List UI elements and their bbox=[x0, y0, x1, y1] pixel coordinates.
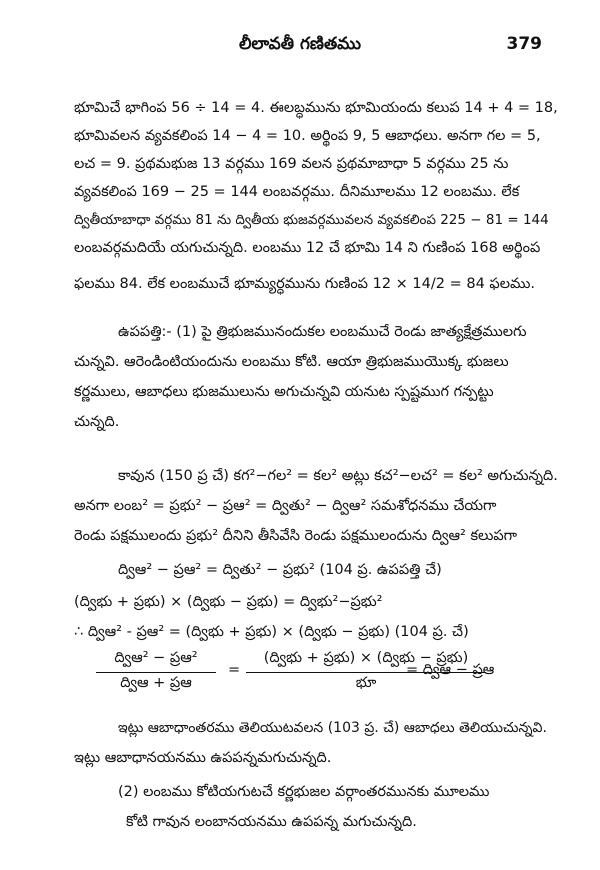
result-text: = ద్వి‌ఆ − ప్రఆ bbox=[406, 662, 495, 678]
middle-denominator: భూ bbox=[355, 675, 377, 691]
text-line: లంబవర్గమదియే యగుచున్నది. లంబము 12 చే భూమి 14 ని గుణింప 168 అర్థింప bbox=[74, 240, 541, 256]
text-line: ఇట్లు ఆబాధానయనము ఉపపన్నమగుచున్నది. bbox=[74, 750, 332, 766]
text-line: ద్వితీయాబాధా వర్గము 81 ను ద్వితీయ భుజవర్గమువలన వ్యవకలింప 225 − 81 = 144 bbox=[74, 212, 549, 228]
text-line: (ద్విభు + ప్రభు) × (ద్విభు − ప్రభు) = ద్విభు²−ప్రభు² bbox=[74, 594, 383, 610]
text-line: చున్నది. bbox=[74, 414, 120, 430]
text-line: కోటి గావున లంబానయనము ఉపపన్న మగుచున్నది. bbox=[126, 814, 417, 830]
text-line: ఇట్లు ఆబాధాంతరము తెలియుటవలన (103 ప్ర. చే) ఆబాధలు తెలియుచున్నవి. bbox=[118, 720, 547, 736]
fraction-equation bbox=[96, 650, 536, 696]
text-line: ఫలము 84. లేక లంబముచే భూమ్యర్ధమును గుణింప 12 × 14/2 = 84 ఫలము. bbox=[74, 276, 535, 292]
text-line: చున్నవి. ఆరెండింటియందును లంబము కోటి. ఆయా త్రిభుజముయొక్క భుజలు bbox=[74, 354, 509, 370]
text-line: కావున (150 ప్ర చే) కగ²−గల² = కల² అట్లు కచ²−లచ² = కల² అగుచున్నది. bbox=[118, 468, 558, 484]
text-line: ఉపపత్తి:- (1) పై త్రిభుజమునందుకల లంబముచే రెండు జాత్యక్షేత్రములగు bbox=[118, 324, 527, 340]
text-line: రెండు పక్షములందు ప్రభు² దీనిని తీసివేసి రెండు పక్షములందును ద్వి‌ఆ² కలుపగా bbox=[74, 528, 518, 544]
page-title: లీలావతీ గణితము bbox=[238, 34, 362, 54]
text-line: అనగా లంబ² = ప్రభు² − ప్రఆ² = ద్వితు² − ద్వి‌ఆ² సమశోధనము చేయగా bbox=[74, 498, 497, 514]
text-line: భూమివలన వ్యవకలింప 14 − 4 = 10. అర్థింప 9, 5 ఆబాధలు. అనగా గల = 5, bbox=[74, 128, 541, 144]
middle-numerator: (ద్విభు + ప్రభు) × (ద్విభు − ప్రభు) bbox=[246, 650, 486, 673]
page-number: 379 bbox=[506, 34, 542, 54]
text-line: (2) లంబము కోటియగుటచే కర్ణభుజల వర్గాంతరమునకు మూలము bbox=[118, 784, 490, 800]
text-line: ద్వి‌ఆ² − ప్రఆ² = ద్వితు² − ప్రభు² (104 ప్ర. ఉపపత్తి చే) bbox=[118, 562, 442, 578]
left-numerator: ద్వి‌ఆ² − ప్రఆ² bbox=[96, 650, 216, 673]
text-line: వ్యవకలింప 169 − 25 = 144 లంబవర్గము. దీనిమూలము 12 లంబము. లేక bbox=[74, 184, 520, 200]
text-line: ∴ ద్వి‌ఆ² - ప్రఆ² = (ద్విభు + ప్రభు) × (ద్విభు − ప్రభు) (104 ప్ర. చే) bbox=[74, 624, 469, 640]
left-denominator: ద్వి‌ఆ + ప్రఆ bbox=[120, 675, 192, 691]
text-line: కర్ణములు, ఆబాధలు భుజములును అగుచున్నవి యనుట స్పష్టముగ గన్పట్టు bbox=[74, 384, 494, 400]
text-line: భూమిచే భాగింప 56 ÷ 14 = 4. ఈలబ్ధమును భూమియందు కలుప 14 + 4 = 18, bbox=[74, 100, 558, 116]
equals-sign: = bbox=[228, 662, 241, 678]
text-line: లచ = 9. ప్రథమభుజ 13 వర్గము 169 వలన ప్రథమాబాధా 5 వర్గము 25 ను bbox=[74, 156, 509, 172]
left-fraction bbox=[96, 650, 216, 695]
